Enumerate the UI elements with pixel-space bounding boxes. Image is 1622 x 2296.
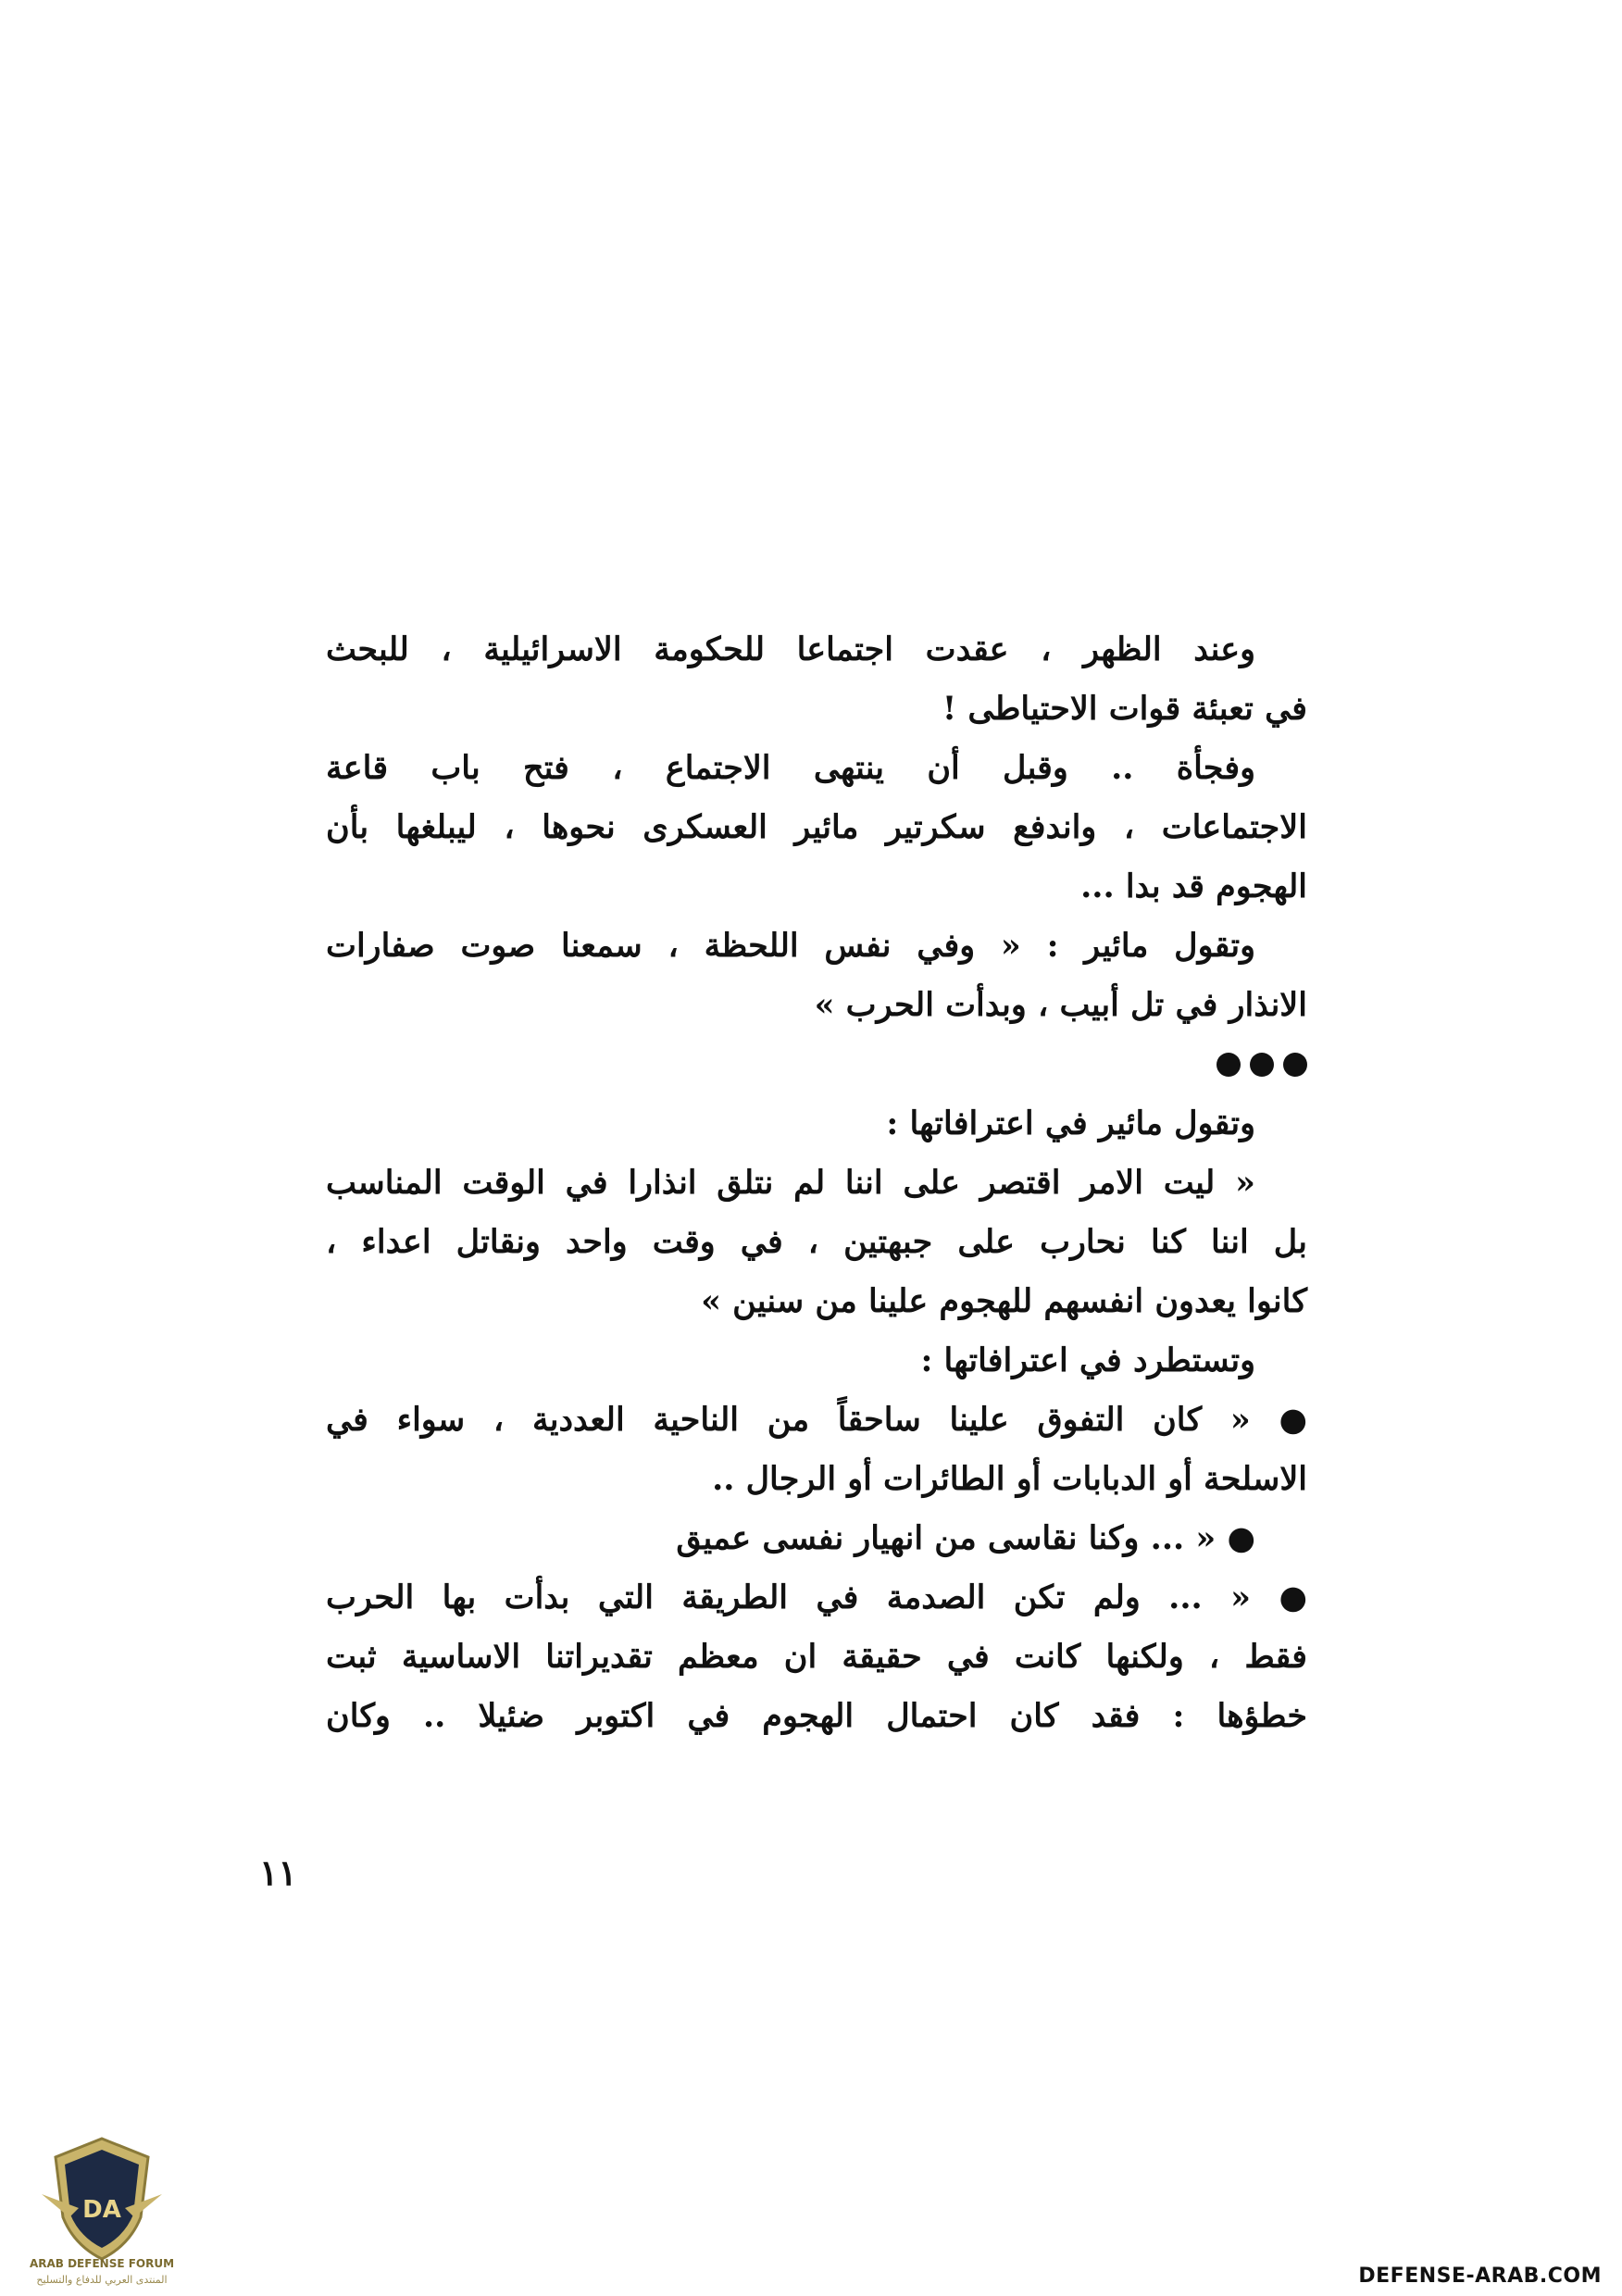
text-line: الهجوم قد بدا ... (1080, 867, 1307, 905)
text-line: ● « كان التفوق علينا ساحقاً من الناحية العددية ، سواء في (326, 1401, 1307, 1439)
watermark-url: DEFENSE-ARAB.COM (1358, 2265, 1602, 2288)
separator-dot (1216, 1053, 1241, 1077)
separator-dot (1250, 1053, 1274, 1077)
text-line: الاسلحة أو الدبابات أو الطائرات أو الرجال .. (712, 1460, 1307, 1498)
text-line: وتقول مائير : « وفي نفس اللحظة ، سمعنا صوت صفارات (326, 927, 1255, 965)
text-line: في تعبئة قوات الاحتياطى ! (942, 690, 1307, 728)
text-line: ● « ... وكنا نقاسى من انهيار نفسى عميق (676, 1519, 1255, 1557)
text-line: وعند الظهر ، عقدت اجتماعا للحكومة الاسرائيلية ، للبحث (326, 630, 1255, 668)
text-line: الاجتماعات ، واندفع سكرتير مائير العسكرى نحوها ، ليبلغها بأن (326, 808, 1307, 846)
text-line: « ليت الامر اقتصر على اننا لم نتلق انذارا في الوقت المناسب (326, 1164, 1255, 1202)
text-line: كانوا يعدون انفسهم للهجوم علينا من سنين » (701, 1282, 1307, 1320)
text-line: وفجأة .. وقبل أن ينتهى الاجتماع ، فتح باب قاعة (326, 749, 1255, 787)
section-separator (326, 1035, 1307, 1094)
text-line: خطؤها : فقد كان احتمال الهجوم في اكتوبر ضئيلا .. وكان (326, 1697, 1307, 1735)
logo-caption: ARAB DEFENSE FORUM (29, 2257, 175, 2270)
logo-letters: DA (82, 2196, 121, 2224)
page-body (326, 620, 1307, 1746)
text-line: وتستطرد في اعترافاتها : (920, 1341, 1255, 1379)
separator-dot (1283, 1053, 1307, 1077)
page-number: ١١ (259, 1852, 297, 1893)
text-line: فقط ، ولكنها كانت في حقيقة ان معظم تقديراتنا الاساسية ثبت (326, 1638, 1307, 1676)
text-line: ● « ... ولم تكن الصدمة في الطريقة التي بدأت بها الحرب (326, 1578, 1307, 1616)
logo-caption-arabic: المنتدى العربي للدفاع والتسليح (36, 2274, 168, 2286)
text-line: بل اننا كنا نحارب على جبهتين ، في وقت واحد ونقاتل اعداء ، (326, 1223, 1307, 1261)
text-line: الانذار في تل أبيب ، وبدأت الحرب » (814, 986, 1307, 1024)
text-line: وتقول مائير في اعترافاتها : (886, 1104, 1255, 1142)
